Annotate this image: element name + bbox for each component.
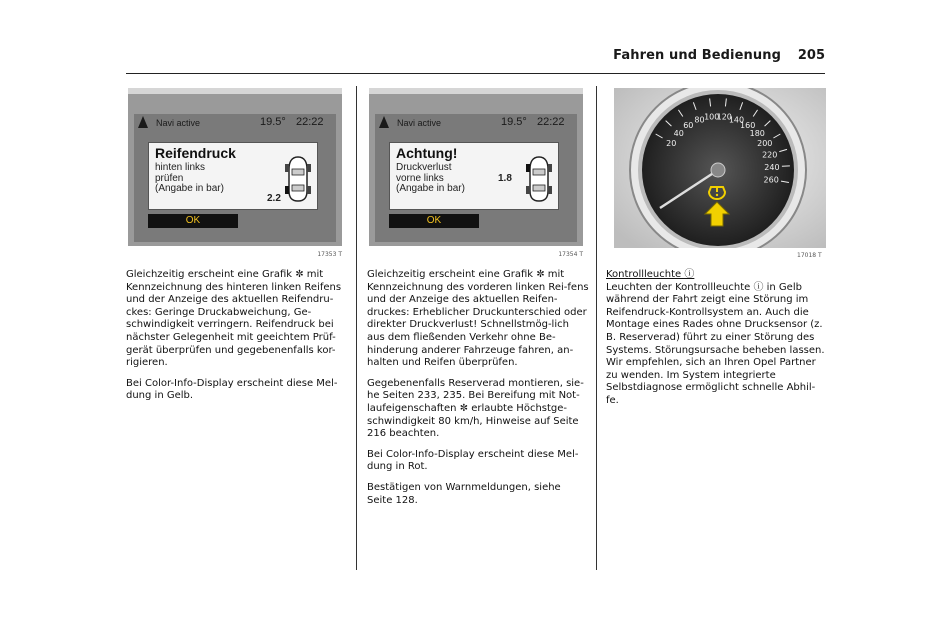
ok-button: OK — [148, 214, 238, 228]
gauge-tick-label: 40 — [673, 128, 684, 138]
gauge-tick-label: 200 — [757, 139, 773, 148]
paragraph: Bei Color-Info-Display erscheint diese Mel-dung in Gelb. — [126, 377, 338, 402]
text-column-3 — [606, 269, 828, 416]
warning-lines — [155, 163, 224, 195]
display-screenshot-rear-left — [128, 88, 342, 258]
paragraph: Gleichzeitig erscheint eine Grafik ✼ mit Kennzeichnung des vorderen linken Rei-fens und der Anzeige des aktuellen Reifen-druckes: Erheblicher Druckunterschied oder direkter Druckverlust! Schnellstmög-lich aus dem fließenden Verkehr ohne Be-hinderung anderer Fahrzeuge fahren, an-halten und Reifen überprüfen. — [367, 269, 589, 369]
display-screen — [134, 114, 336, 242]
warning-line: Druckverlust — [396, 162, 452, 173]
column-divider-2 — [596, 86, 597, 570]
text-column-1 — [126, 269, 348, 411]
warning-title: Achtung! — [396, 145, 458, 161]
warning-line: prüfen — [155, 172, 184, 184]
gauge-tick-label: 100 — [704, 112, 720, 122]
gauge-tick-label: 260 — [763, 175, 779, 185]
time-readout: 22:22 — [296, 116, 324, 128]
pressure-value: 1.8 — [498, 173, 512, 184]
temperature-readout: 19.5° — [260, 116, 286, 128]
car-topview-icon — [526, 155, 552, 203]
paragraph: Gleichzeitig erscheint eine Grafik ✼ mit Kennzeichnung des hinteren linken Reifens und der Anzeige des aktuellen Reifendru-ckes: Geringe Druckabweichung, Ge-schwindigkeit verringern. Reifendruck bei nächster Gelegenheit mit geeichtem Prüf-gerät überprüfen und gegebenenfalls kor-rigieren. — [126, 269, 342, 369]
display-screen — [375, 114, 577, 242]
warning-line: (Angabe in bar) — [396, 183, 465, 194]
pressure-value: 2.2 — [267, 193, 281, 204]
paragraph: Bestätigen von Warnmeldungen, siehe Seite 128. — [367, 481, 561, 506]
warning-line: vorne links — [396, 172, 444, 184]
display-status-bar — [375, 114, 577, 132]
needle-hub — [711, 163, 725, 177]
gauge-tick-label: 160 — [740, 120, 756, 130]
paragraph: Gegebenenfalls Reserverad montieren, sie-he Seiten 233, 235. Bei Bereifung mit Not-laufeigenschaften ✼ erlaubte Höchstge-schwindigkeit 80 km/h, Hinweise auf Seite 216 beachten. — [367, 377, 584, 440]
gauge-tick-label: 60 — [683, 120, 694, 130]
nav-status-label: Navi active — [156, 118, 201, 128]
navigation-arrow-icon — [379, 116, 389, 128]
paragraph: Bei Color-Info-Display erscheint diese Mel-dung in Rot. — [367, 448, 579, 473]
paragraph: Leuchten der Kontrollleuchte ⓘ in Gelb während der Fahrt zeigt eine Störung im Reifendruck-Kontrollsystem an. Auch die Montage eines Rades ohne Drucksensor (z. B. Reserverad) führt zu einer Störung des Systems. Störungsursache beheben lassen. Wir empfehlen, sich an Ihren Opel Partner zu wenden. Im System integrierte Selbstdiagnose ermöglicht schnelle Abhil-fe. — [606, 281, 825, 406]
ok-button: OK — [389, 214, 479, 228]
gauge-tick-label: 240 — [764, 162, 780, 172]
speedometer-illustration — [614, 88, 826, 248]
column-divider-1 — [356, 86, 357, 570]
temperature-readout: 19.5° — [501, 116, 527, 128]
figure-reference: 17353 T — [317, 251, 342, 258]
time-readout: 22:22 — [537, 116, 565, 128]
gauge-tick-label: 220 — [762, 150, 778, 160]
warning-lines — [396, 163, 465, 195]
car-topview-icon — [285, 155, 311, 203]
figure-reference: 17354 T — [558, 251, 583, 258]
warning-line: hinten links — [155, 162, 206, 173]
warning-card — [148, 142, 318, 210]
nav-status-label: Navi active — [397, 118, 442, 128]
navigation-arrow-icon — [138, 116, 148, 128]
gauge-tick-label: 80 — [694, 115, 705, 125]
gauge-tick-label: 20 — [666, 139, 677, 148]
section-heading: Kontrollleuchte ⓘ — [606, 269, 695, 280]
page-header — [126, 48, 825, 74]
warning-title: Reifendruck — [155, 145, 236, 161]
gauge-tick-label: 140 — [728, 115, 745, 125]
figure-reference: 17018 T — [797, 252, 822, 259]
gauge-tick-label: 120 — [716, 112, 732, 122]
page-number: 205 — [797, 48, 825, 63]
warning-line: (Angabe in bar) — [155, 183, 224, 194]
display-status-bar — [134, 114, 336, 132]
section-title: Fahren und Bedienung — [613, 48, 781, 63]
warning-card — [389, 142, 559, 210]
text-column-2 — [367, 269, 589, 515]
display-screenshot-front-left — [369, 88, 583, 258]
gauge-tick-label: 180 — [749, 128, 765, 138]
